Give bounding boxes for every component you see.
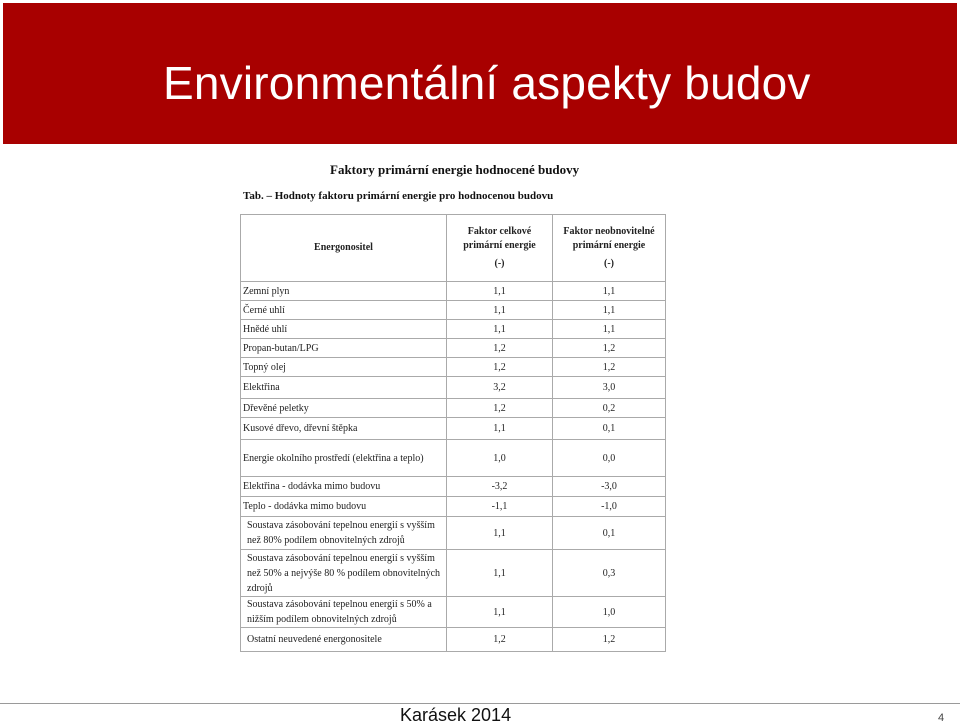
nonrenewable-factor-cell: 1,1 (553, 301, 666, 320)
table-row (241, 358, 666, 377)
nonrenewable-factor-cell: 1,2 (553, 628, 666, 652)
energy-carrier-cell: Kusové dřevo, dřevní štěpka (241, 418, 447, 440)
energy-carrier-cell: Soustava zásobování tepelnou energií s vyšším než 80% podílem obnovitelných zdrojů (241, 517, 447, 550)
energy-carrier-cell: Propan-butan/LPG (241, 339, 447, 358)
table-row (241, 320, 666, 339)
table-row (241, 597, 666, 628)
primary-energy-factor-table (240, 214, 666, 652)
footer-author: Karásek 2014 (400, 705, 512, 725)
nonrenewable-factor-cell: 0,0 (553, 440, 666, 477)
table-row (241, 550, 666, 597)
table-row (241, 301, 666, 320)
nonrenewable-factor-cell: 0,3 (553, 550, 666, 597)
total-factor-cell: 1,1 (447, 550, 553, 597)
total-factor-cell: 1,2 (447, 358, 553, 377)
total-factor-cell: 1,1 (447, 301, 553, 320)
energy-carrier-cell: Hnědé uhlí (241, 320, 447, 339)
table-row (241, 440, 666, 477)
total-factor-cell: 1,1 (447, 418, 553, 440)
table-row (241, 339, 666, 358)
energy-carrier-cell: Soustava zásobování tepelnou energií s vyšším než 50% a nejvýše 80 % podílem obnovitelných zdrojů (241, 550, 447, 597)
energy-carrier-cell: Ostatní neuvedené energonositele (241, 628, 447, 652)
table-row (241, 477, 666, 497)
energy-carrier-cell: Teplo - dodávka mimo budovu (241, 497, 447, 517)
energy-carrier-cell: Dřevěné peletky (241, 399, 447, 418)
energy-carrier-cell: Zemní plyn (241, 282, 447, 301)
nonrenewable-factor-cell: 0,1 (553, 418, 666, 440)
total-factor-cell: 1,1 (447, 282, 553, 301)
nonrenewable-factor-cell: 0,1 (553, 517, 666, 550)
table-row (241, 517, 666, 550)
nonrenewable-factor-cell: 1,2 (553, 339, 666, 358)
table-row (241, 399, 666, 418)
table-row (241, 377, 666, 399)
energy-carrier-cell: Energie okolního prostředí (elektřina a teplo) (241, 440, 447, 477)
nonrenewable-factor-cell: 1,1 (553, 282, 666, 301)
total-factor-cell: 1,1 (447, 517, 553, 550)
footer-divider (0, 703, 960, 704)
slide-header (3, 3, 957, 144)
header-energy-carrier: Energonositel (241, 215, 447, 282)
table-row (241, 418, 666, 440)
table-row (241, 628, 666, 652)
energy-carrier-cell: Elektřina (241, 377, 447, 399)
table-caption: Tab. – Hodnoty faktoru primární energie pro hodnocenou budovu (243, 190, 554, 202)
nonrenewable-factor-cell: -1,0 (553, 497, 666, 517)
nonrenewable-factor-cell: 1,0 (553, 597, 666, 628)
total-factor-cell: -1,1 (447, 497, 553, 517)
energy-carrier-cell: Topný olej (241, 358, 447, 377)
slide-title: Environmentální aspekty budov (163, 57, 811, 109)
energy-carrier-cell: Elektřina - dodávka mimo budovu (241, 477, 447, 497)
total-factor-cell: 3,2 (447, 377, 553, 399)
nonrenewable-factor-cell: 1,2 (553, 358, 666, 377)
total-factor-cell: 1,2 (447, 339, 553, 358)
total-factor-cell: 1,0 (447, 440, 553, 477)
total-factor-cell: 1,2 (447, 628, 553, 652)
table-row (241, 497, 666, 517)
total-factor-cell: 1,2 (447, 399, 553, 418)
header-nonrenewable-primary-factor: Faktor neobnovitelné primární energie (-) (553, 215, 666, 282)
table-header-row (241, 215, 666, 282)
nonrenewable-factor-cell: -3,0 (553, 477, 666, 497)
page-number: 4 (938, 712, 945, 724)
nonrenewable-factor-cell: 1,1 (553, 320, 666, 339)
nonrenewable-factor-cell: 0,2 (553, 399, 666, 418)
header-total-primary-factor: Faktor celkové primární energie (-) (447, 215, 553, 282)
total-factor-cell: 1,1 (447, 597, 553, 628)
table-row (241, 282, 666, 301)
total-factor-cell: 1,1 (447, 320, 553, 339)
nonrenewable-factor-cell: 3,0 (553, 377, 666, 399)
energy-carrier-cell: Černé uhlí (241, 301, 447, 320)
total-factor-cell: -3,2 (447, 477, 553, 497)
section-heading: Faktory primární energie hodnocené budovy (330, 162, 580, 177)
energy-carrier-cell: Soustava zásobování tepelnou energií s 50% a nižším podílem obnovitelných zdrojů (241, 597, 447, 628)
